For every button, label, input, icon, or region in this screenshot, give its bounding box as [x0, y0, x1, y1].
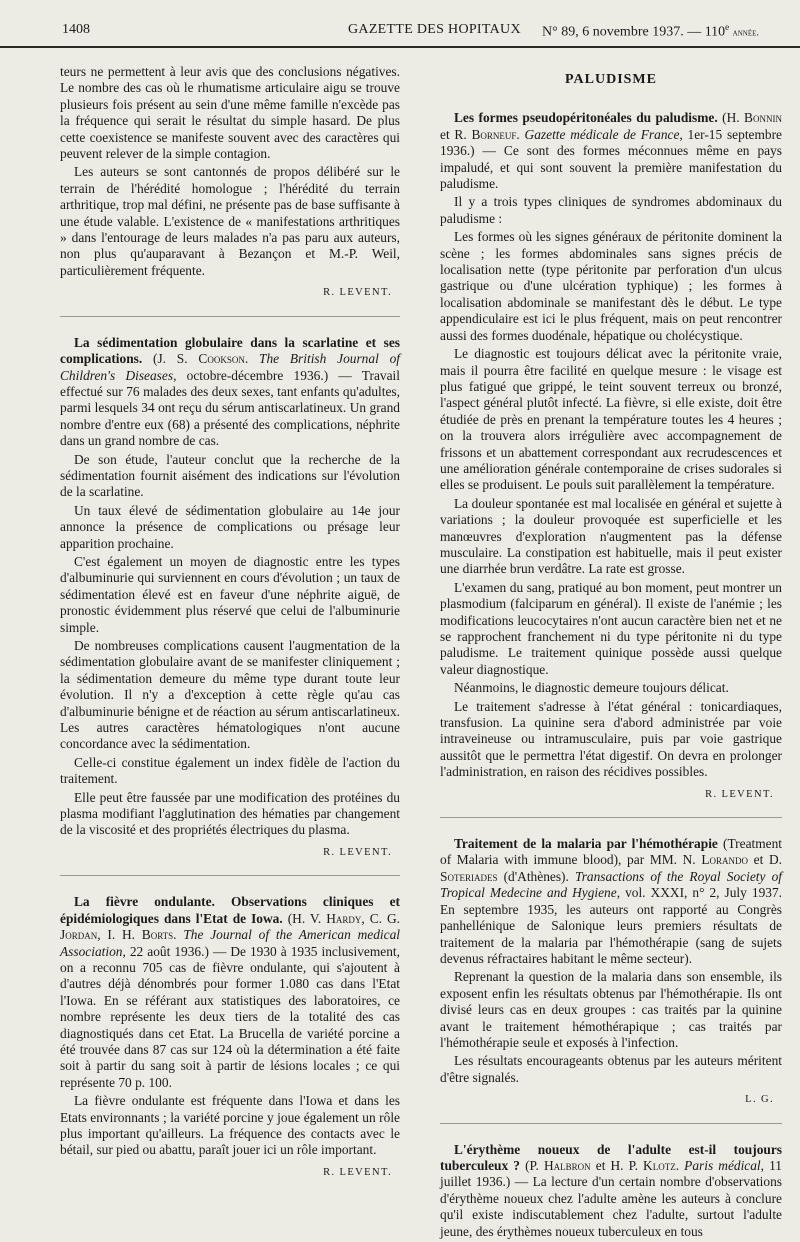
- article-title: Traitement de la malaria par l'hémothérapie: [454, 836, 718, 852]
- ref-text: (H. V.: [282, 910, 327, 926]
- paragraph: De son étude, l'auteur conclut que la recherche de la sédimentation fournit aisément des indications sur l'évolution de la scarlatine.: [60, 451, 400, 500]
- article-lead: [440, 1142, 782, 1240]
- author-signature: R. LEVENT.: [323, 287, 392, 299]
- paragraph: Le diagnostic est toujours délicat avec la péritonite vraie, mais il pourra être facilité en quelque mesure : le visage est plus fatigué que grippé, le teint souvent terreux ou bronzé, l'aspect général plutôt infecté. La fièvre, si elle existe, doit être étudiée de près en prenant la température toutes les 4 heures ; on la trouvera alors irrégulière avec accompagnement de frissons et un abattement correspondant aux recrudescences et une amélioration générale contemporaine de crises sudorales si elles se produisent. Le pouls suit parallèlement la température.: [440, 346, 782, 493]
- ref-text: .: [173, 927, 184, 943]
- ref-text: , 1er-15 septembre 1936.) — Ce sont des formes méconnues même en pays impaludé, et qui sont souvent la première manifestation du paludisme.: [440, 126, 782, 192]
- paragraph: C'est également un moyen de diagnostic entre les types d'albuminurie qui surviennent en cours d'évolution ; un taux de sédimentation élevé est en faveur d'une néphrite aiguë, de pronostic évidemment plus réservé que celui de l'albuminurie simple.: [60, 553, 400, 635]
- ref-text: (d'Athènes).: [497, 868, 575, 884]
- paragraph: Il y a trois types cliniques de syndromes abdominaux du paludisme :: [440, 194, 782, 226]
- paragraph: L'examen du sang, pratiqué au bon moment, peut montrer un plasmodium (falciparum en général). Il existe de l'anémie ; les modifications leucocytaires n'ont aucun caractère bien net et ne se rapprochent franchement ni du type péritonite ni du type paludisme. Le traitement quinique possède aussi quelque valeur diagnostique.: [440, 579, 782, 677]
- article-title: Les formes pseudopéritonéales du paludisme.: [454, 110, 718, 126]
- author-signature: R. LEVENT.: [323, 1166, 392, 1178]
- left-column: [60, 64, 400, 1195]
- ref-text: (H.: [717, 110, 745, 126]
- ref-text: , vol. XXXI, n° 2, July 1937. En septembre 1935, les auteurs ont rapporté au Congrès panhellénique de Salonique leurs premiers résultats de traitement de la malaria par l'hémothérapie (sang de sujets devenus réfractaires habitant le même secteur).: [440, 885, 782, 966]
- issue-sup: e: [725, 22, 730, 32]
- paragraph: Néanmoins, le diagnostic demeure toujours délicat.: [454, 680, 729, 696]
- article-lead: [60, 335, 400, 450]
- ref-text: , I. H.: [97, 927, 142, 943]
- article-lead: [60, 894, 400, 1091]
- journal-name: The British Journal of Children's Diseases: [60, 351, 400, 383]
- article-pseudoperitoneales: [440, 110, 782, 803]
- article-erytheme-noueux: [440, 1142, 782, 1240]
- ref-text: .: [244, 351, 259, 367]
- article-divider: [60, 316, 400, 317]
- ref-text: , C. G.: [361, 910, 400, 926]
- issue-date: N° 89, 6 novembre 1937. — 110: [542, 24, 726, 40]
- author-name: Bonnin: [744, 110, 782, 126]
- issue-info: [542, 22, 759, 41]
- article-title: La fièvre ondulante. Observations cliniques et épidémiologiques dans l'Etat de Iowa.: [60, 894, 400, 926]
- ref-text: et H. P.: [590, 1157, 644, 1173]
- author-name: Cookson: [198, 351, 245, 367]
- ref-text: .: [516, 126, 525, 142]
- journal-name: Paris médical: [684, 1157, 761, 1173]
- author-name: Soteriades: [440, 868, 498, 884]
- ref-text: (Treatment of Malaria with immune blood), par MM. N.: [440, 836, 783, 868]
- section-heading: PALUDISME: [565, 72, 657, 87]
- journal-name: Transactions of the Royal Society of Tropical Medecine and Hygiene: [440, 868, 782, 901]
- article-lead: [440, 110, 782, 192]
- paragraph: Un taux élevé de sédimentation globulaire au 14e jour annonce la présence de complications ou présage leur apparition prochaine.: [60, 502, 400, 551]
- article-divider: [440, 1123, 782, 1124]
- paragraph: Le traitement s'adresse à l'état général : tonicardiaques, transfusion. La quinine sera d'abord administrée par voie intraveineuse ou intramusculaire, puis par voie gastrique aussitôt que le permettra l'état digestif. On devra en prolonger l'administration, en raison des récidives possibles.: [440, 698, 782, 780]
- article-title: L'érythème noueux de l'adulte est-il toujours tuberculeux ?: [440, 1141, 782, 1173]
- ref-text: , 11 juillet 1936.) — La lecture d'un certain nombre d'observations d'érythème noueux chez l'adulte amène les auteurs à conclure qu'il existe indiscutablement chez l'adulte, surtout l'adulte jeune, des érythèmes noueux tuberculeux en tous: [440, 1157, 783, 1239]
- article-divider: [60, 875, 400, 876]
- author-name: Klotz: [643, 1157, 676, 1173]
- article-divider: [440, 817, 782, 818]
- ref-text: et R.: [440, 126, 472, 142]
- ref-text: et D.: [748, 852, 782, 868]
- article-hemotherapie: [440, 836, 782, 1109]
- paragraph: Reprenant la question de la malaria dans son ensemble, ils exposent enfin les résultats obtenus par l'hémothérapie. Ils ont divisé leurs cas en deux groupes : cas traités par la quinine avant le traitement hémothérapique ; cas traités par l'hémothérapie seule et exposés à l'infection.: [440, 969, 782, 1050]
- journal-name: The Journal of the American medical Association: [60, 927, 400, 959]
- paragraph: De nombreuses complications causent l'augmentation de la sédimentation globulaire avant de se manifester cliniquement ; la sédimentation demeure du même type durant toute leur évolution. Il n'y a d'exception à cette règle qu'au cas d'albuminurie bénigne et de réaction au sérum antiscarlatineux. Les autres caractères hématologiques n'ont aucune concordance avec la sédimentation.: [60, 638, 400, 752]
- right-column: [440, 64, 782, 1242]
- author-name: Hardy: [326, 910, 362, 926]
- paragraph: Les auteurs se sont cantonnés de propos délibéré sur le terrain de l'hérédité homologue ; l'hérédité du terrain arthritique, trop mal défini, ne présente pas de base suffisante à une étude valable. L'existence de « manifestations arthritiques » dans l'entourage de leurs malades n'a pas paru aux auteurs, non plus qu'auparavant à Bezançon et M.-P. Weil, particulièrement fréquente.: [60, 164, 400, 278]
- article-lead: [440, 836, 782, 967]
- author-signature: R. LEVENT.: [323, 846, 392, 858]
- author-name: Borneuf: [471, 126, 517, 142]
- author-name: Halbron: [543, 1157, 591, 1173]
- paragraph: La fièvre ondulante est fréquente dans l'Iowa et dans les Etats environnants ; la variété porcine y joue également un rôle plus important qu'ailleurs. La fréquence des contacts avec le bétail, sur pied ou abattu, paraît jouer ici un rôle important.: [60, 1093, 400, 1158]
- page-header: [0, 0, 800, 48]
- ref-text: (P.: [520, 1157, 544, 1173]
- author-signature: R. LEVENT.: [705, 788, 774, 800]
- paragraph: La douleur spontanée est mal localisée en général et sujette à variations ; la douleur provoquée est superficielle et les manœuvres d'exploration n'augmentent pas la défense musculaire. La constipation est habituelle, mais il peut exister une diarrhée brun verdâtre. La rate est grosse.: [440, 495, 782, 577]
- author-signature: L. G.: [745, 1094, 774, 1106]
- ref-text: , 22 août 1936.) — De 1930 à 1935 inclusivement, on a reconnu 705 cas de fièvre ondulante, qui s'ajoutent à d'autres déjà dénombrés pour former 1.080 cas dans l'Etat l'Iowa. En se référant aux statistiques des laboratoires, ce nombre représente les deux tiers de la totalité des cas diagnostiqués dans cet Etat. La Brucella de variété porcine a été trouvée dans 87 cas sur 124 où la détermination a été faite soit à partir du sang soit à partir de lésions locales ; ce qui représente 70 p. 100.: [60, 943, 400, 1090]
- ref-text: , octobre-décembre 1936.) — Travail effectué sur 76 malades des deux sexes, tant enfants qu'adultes, parmi lesquels 34 ont reçu du sérum antiscarlatineux. Un grand nombre d'entre eux (68) a présenté des complications, néphrite dans un grand nombre de cas.: [60, 367, 400, 449]
- paragraph: teurs ne permettent à leur avis que des conclusions négatives. Le nombre des cas où le rhumatisme articulaire aigu se trouve plusieurs fois présent au sein d'une même famille n'excède pas la fréquence qui serait le résultat du simple hasard. De plus cette coexistence se manifeste souvent avec des caractères qui peuvent relever de la simple contagion.: [60, 64, 400, 162]
- page-number: 1408: [62, 22, 90, 37]
- ref-text: .: [675, 1157, 685, 1173]
- article-title: La sédimentation globulaire dans la scarlatine et ses complications.: [60, 334, 400, 367]
- article-fievre-ondulante: [60, 894, 400, 1181]
- article-sedimentation: [60, 335, 400, 862]
- author-name: Lorando: [701, 852, 748, 868]
- paragraph: Les formes où les signes généraux de péritonite dominent la scène ; les formes abdominales sans signes précis de localisation nette (type péritonite par perforation d'un ulcus gastrique ou d'une ulcération typhique) ; les formes à localisation abdominale se manifestant dès le début. Le type appendiculaire est ici le plus fréquent, mais on peut rencontrer aussi des formes duodénale, hépatique ou cholécystique.: [440, 229, 782, 343]
- paragraph: Elle peut être faussée par une modification des protéines du plasma modifiant l'agglutination des hématies par changement de la viscosité et des propriétés électriques du plasma.: [60, 789, 400, 838]
- author-name: Borts: [141, 927, 174, 943]
- ref-text: (J. S.: [142, 351, 199, 367]
- paragraph: Les résultats encourageants obtenus par les auteurs méritent d'être signalés.: [440, 1053, 782, 1085]
- journal-title: GAZETTE DES HOPITAUX: [348, 22, 521, 37]
- journal-name: Gazette médicale de France: [524, 126, 680, 142]
- issue-annee: année.: [732, 27, 759, 39]
- author-name: Jordan: [60, 927, 98, 943]
- paragraph: Celle-ci constitue également un index fidèle de l'action du traitement.: [60, 754, 400, 787]
